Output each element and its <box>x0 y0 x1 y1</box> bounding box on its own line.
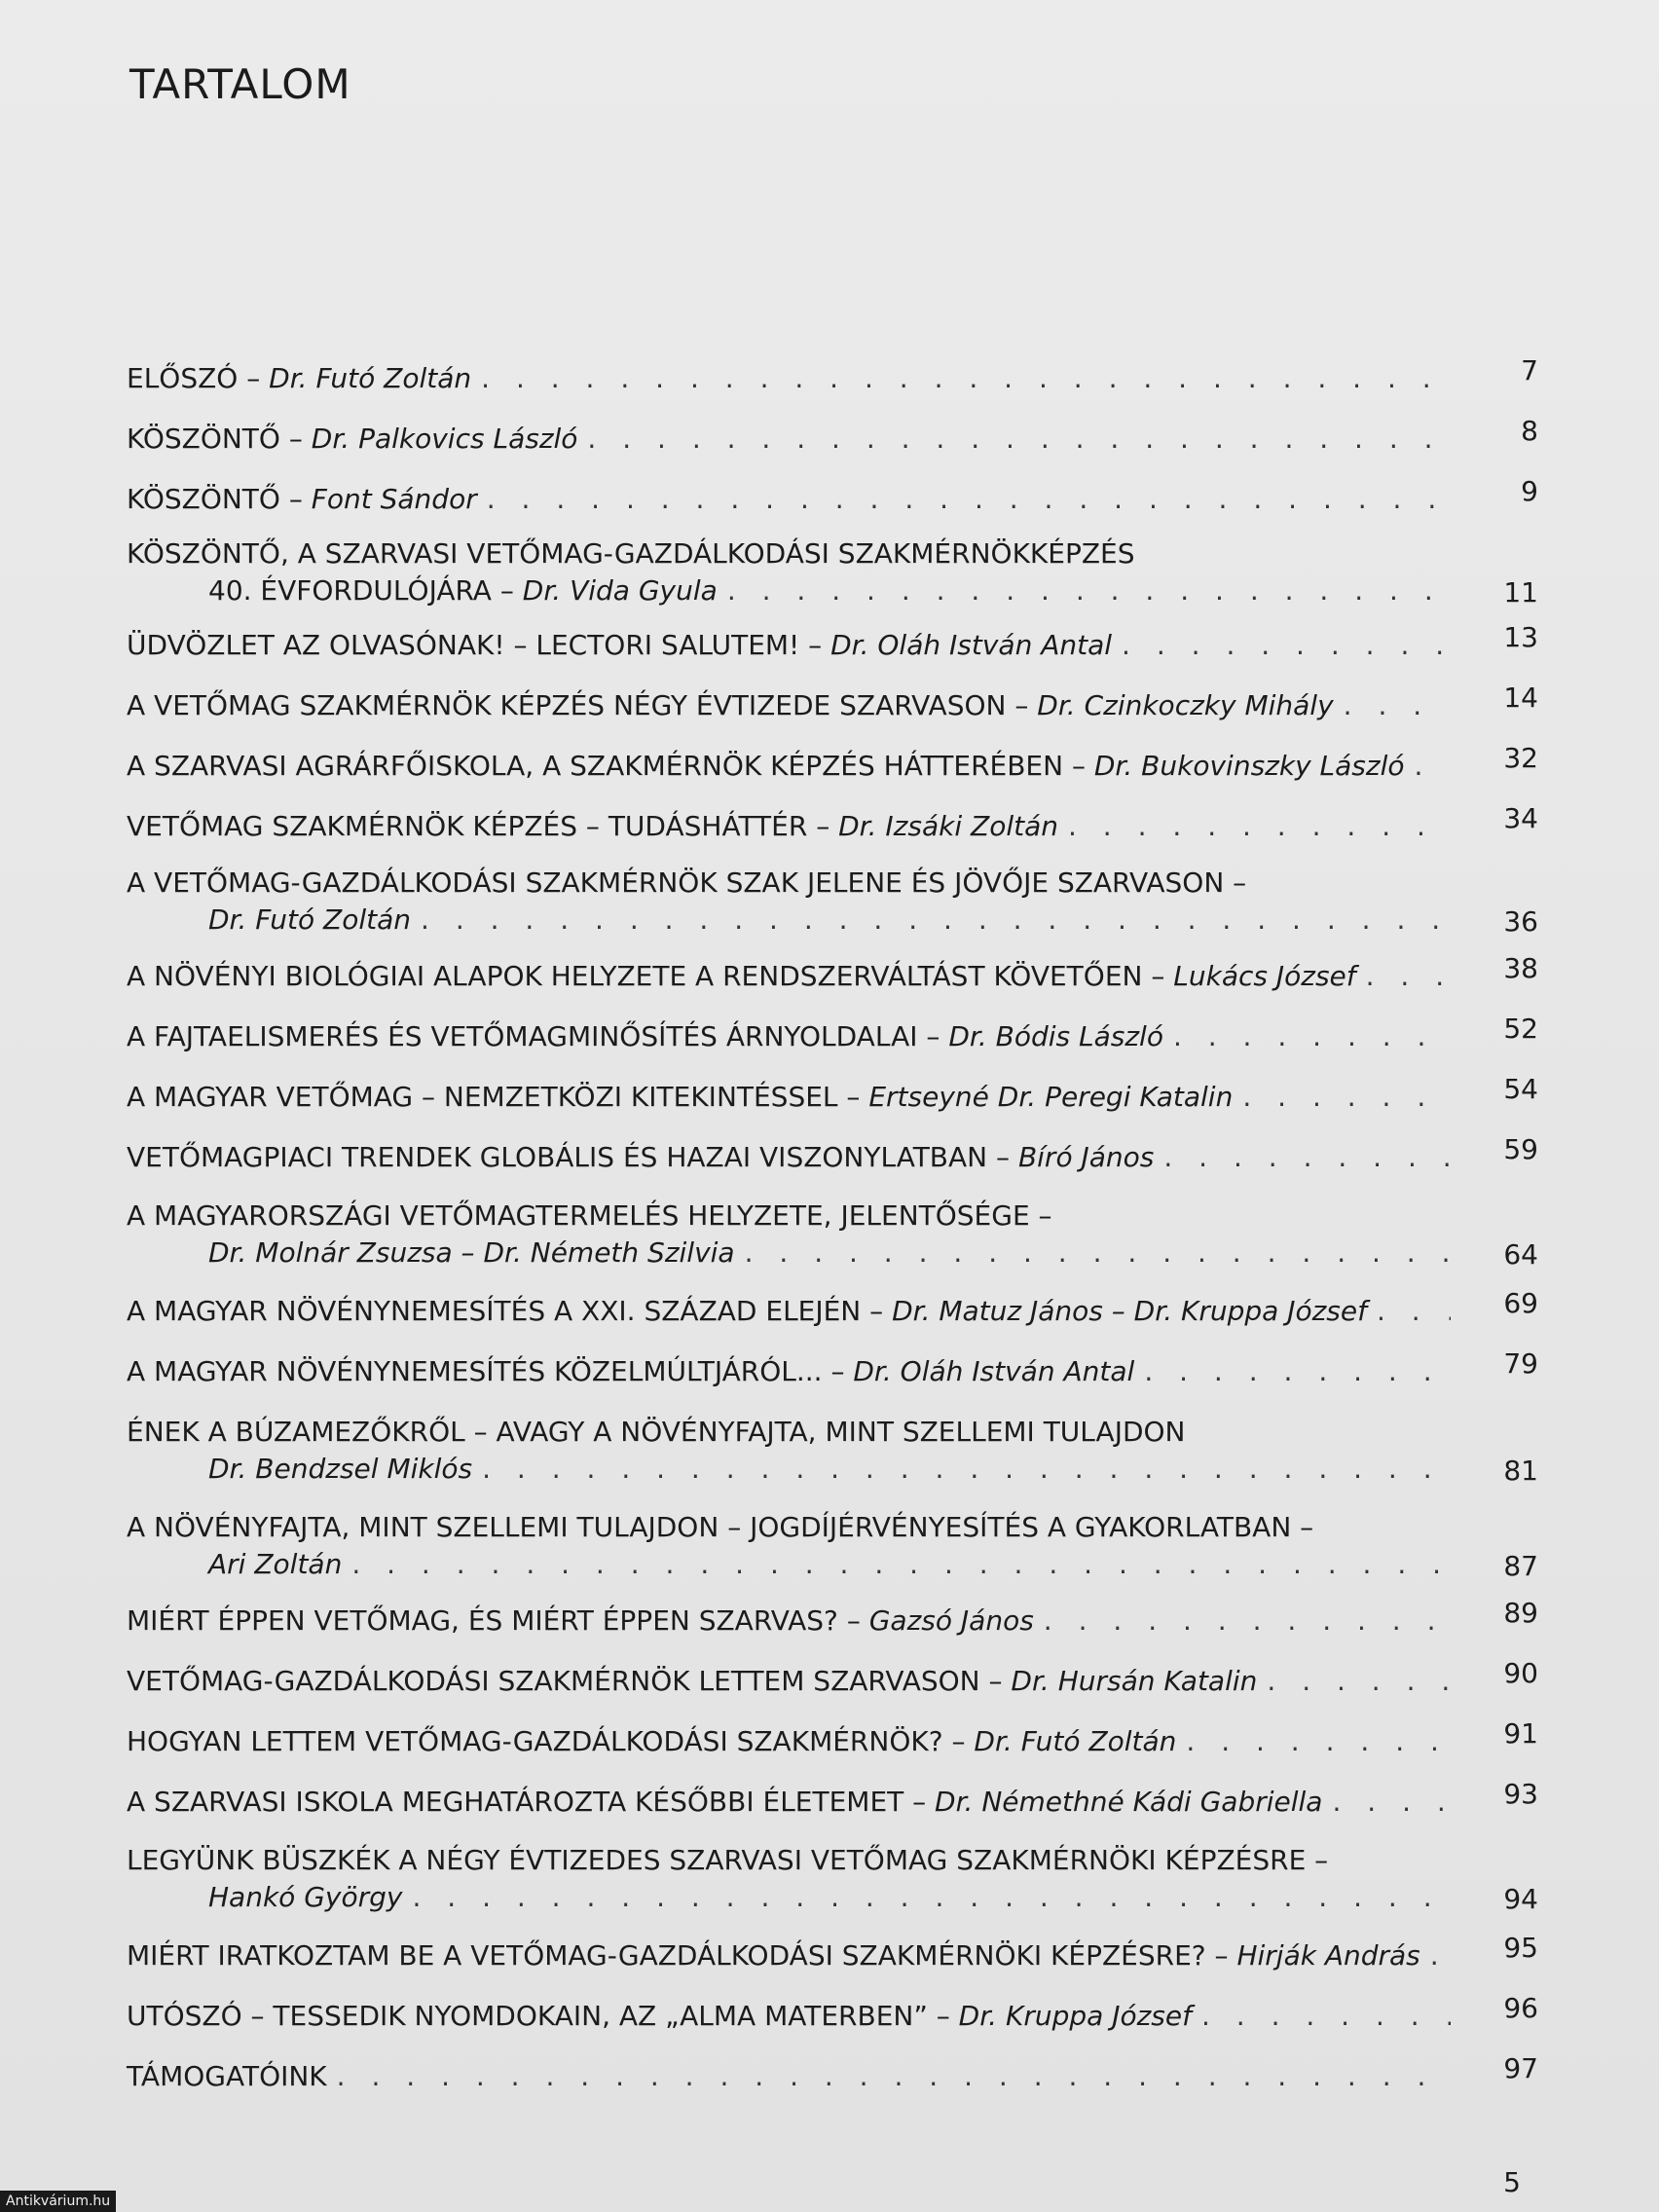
toc-entry-page: 11 <box>1503 576 1538 608</box>
toc-entry-title: A MAGYAR VETŐMAG – NEMZETKÖZI KITEKINTÉSSEL <box>127 1081 838 1113</box>
toc-entry-separator: – <box>837 1081 869 1113</box>
toc-entry-line <box>127 960 1451 992</box>
toc-entry-page: 93 <box>1503 1778 1538 1810</box>
toc-entry-line <box>127 1511 1313 1543</box>
toc-entry-title: A SZARVASI ISKOLA MEGHATÁROZTA KÉSŐBBI ÉLETEMET <box>127 1786 904 1818</box>
toc-entry-separator: – <box>1063 750 1094 782</box>
toc-entry-line <box>127 1199 1052 1232</box>
toc-entry-author: Dr. Molnár Zsuzsa – Dr. Németh Szilvia <box>208 1236 735 1269</box>
toc-entry-author: Dr. Bukovinszky László <box>1093 750 1405 782</box>
toc-entry-page: 52 <box>1503 1013 1538 1045</box>
toc-entry <box>127 1416 1538 1513</box>
toc-entry-author: Dr. Bendzsel Miklós <box>208 1453 473 1485</box>
dot-leader <box>351 1548 1451 1580</box>
toc-entry-author: Dr. Czinkoczky Mihály <box>1037 689 1334 721</box>
toc-entry-author: Dr. Futó Zoltán <box>974 1725 1177 1757</box>
toc-entry <box>127 1511 1538 1608</box>
dot-leader <box>1332 1786 1451 1818</box>
toc-entry-line <box>127 423 1451 455</box>
toc-entry-line <box>127 2000 1451 2032</box>
toc-entry-title: ÉNEK A BÚZAMEZŐKRŐL – AVAGY A NÖVÉNYFAJTA, MINT SZELLEMI TULAJDON <box>127 1416 1186 1448</box>
toc-entry-line <box>127 1725 1451 1757</box>
dot-leader <box>1173 1020 1451 1052</box>
toc-entry-title: KÖSZÖNTŐ <box>127 423 280 455</box>
toc-entry-title: TÁMOGATÓINK <box>127 2060 327 2092</box>
page-number: 5 <box>1503 2166 1521 2198</box>
toc-entry-line <box>127 1081 1451 1113</box>
dot-leader <box>1377 1295 1451 1327</box>
toc-entry-title: A VETŐMAG-GAZDÁLKODÁSI SZAKMÉRNÖK SZAK JELENE ÉS JÖVŐJE SZARVASON – <box>127 866 1247 899</box>
toc-entry-title: VETŐMAGPIACI TRENDEK GLOBÁLIS ÉS HAZAI VISZONYLATBAN <box>127 1141 988 1173</box>
toc-entry-line <box>208 1236 1451 1269</box>
toc-entry <box>127 866 1538 964</box>
toc-entry-page: 89 <box>1503 1597 1538 1629</box>
toc-entry-title: HOGYAN LETTEM VETŐMAG-GAZDÁLKODÁSI SZAKMÉRNÖK? <box>127 1725 943 1757</box>
toc-entry-page: 87 <box>1503 1550 1538 1582</box>
dot-leader <box>1144 1355 1451 1387</box>
toc-entry-author: Hirják András <box>1236 1939 1420 1972</box>
toc-entry-page: 7 <box>1521 354 1538 387</box>
toc-entry-author: Dr. Hursán Katalin <box>1011 1665 1258 1697</box>
toc-entry-title: A SZARVASI AGRÁRFŐISKOLA, A SZAKMÉRNÖK KÉPZÉS HÁTTERÉBEN <box>127 750 1064 782</box>
toc-entry-author: Hankó György <box>208 1881 403 1913</box>
toc-entry-separator: – <box>799 629 831 661</box>
toc-entry-line <box>208 1881 1451 1913</box>
toc-entry-separator: – <box>1142 960 1174 992</box>
toc-entry-page: 79 <box>1503 1347 1538 1380</box>
toc-entry-line <box>208 1453 1451 1485</box>
toc-entry-separator: – <box>942 1725 975 1757</box>
toc-entry-page: 13 <box>1503 621 1538 653</box>
toc-entry-page: 97 <box>1503 2052 1538 2084</box>
toc-entry-line <box>127 1665 1451 1697</box>
toc-entry-separator: – <box>927 2000 959 2032</box>
toc-entry-line <box>127 1355 1451 1387</box>
dot-leader <box>1242 1081 1451 1113</box>
toc-entry-title: MIÉRT ÉPPEN VETŐMAG, ÉS MIÉRT ÉPPEN SZARVAS? <box>127 1604 838 1637</box>
toc-entry-line <box>127 1604 1451 1637</box>
toc-entry-line <box>127 810 1451 842</box>
toc-entry-title: VETŐMAG SZAKMÉRNÖK KÉPZÉS – TUDÁSHÁTTÉR <box>127 810 808 842</box>
toc-entry-line <box>127 1020 1451 1052</box>
toc-entry-separator: – <box>807 810 839 842</box>
toc-entry-line <box>127 1295 1451 1327</box>
toc-entry-separator: – <box>279 483 312 515</box>
toc-entry-separator: – <box>987 1141 1018 1173</box>
toc-entry-page: 94 <box>1503 1883 1538 1915</box>
toc-entry-line <box>127 866 1246 899</box>
toc-entry-separator: – <box>861 1295 893 1327</box>
dot-leader <box>727 574 1451 607</box>
toc-entry-title: A MAGYAR NÖVÉNYNEMESÍTÉS KÖZELMÚLTJÁRÓL... <box>127 1355 823 1387</box>
toc-entry-page: 81 <box>1503 1455 1538 1487</box>
dot-leader <box>1163 1141 1451 1173</box>
toc-entry-separator: – <box>917 1020 949 1052</box>
dot-leader <box>1415 750 1452 782</box>
toc-entry-title: ÜDVÖZLET AZ OLVASÓNAK! – LECTORI SALUTEM! <box>127 629 800 661</box>
toc-entry-author: Dr. Vida Gyula <box>522 574 718 607</box>
toc-entry-title: UTÓSZÓ – TESSEDIK NYOMDOKAIN, AZ „ALMA MATERBEN” <box>127 2000 928 2032</box>
toc-entry-separator: – <box>822 1355 854 1387</box>
toc-entry-title: VETŐMAG-GAZDÁLKODÁSI SZAKMÉRNÖK LETTEM SZARVASON <box>127 1665 980 1697</box>
toc-entry-author: Dr. Kruppa József <box>958 2000 1192 2032</box>
toc-entry-title: KÖSZÖNTŐ <box>127 483 280 515</box>
toc-entry-title: A NÖVÉNYI BIOLÓGIAI ALAPOK HELYZETE A RENDSZERVÁLTÁST KÖVETŐEN <box>127 960 1143 992</box>
toc-entry-title: A VETŐMAG SZAKMÉRNÖK KÉPZÉS NÉGY ÉVTIZEDE SZARVASON <box>127 689 1007 721</box>
toc-entry-page: 91 <box>1503 1717 1538 1750</box>
toc-entry-line <box>127 750 1451 782</box>
toc-entry-author: Dr. Palkovics László <box>311 423 578 455</box>
dot-leader <box>412 1881 1451 1913</box>
toc-entry-line <box>127 629 1451 661</box>
toc-entry-line <box>127 1844 1328 1876</box>
dot-leader <box>337 2060 1451 2092</box>
toc-entry-page: 14 <box>1503 682 1538 714</box>
toc-entry-author: Dr. Oláh István Antal <box>830 629 1113 661</box>
dot-leader <box>1068 810 1451 842</box>
toc-entry-separator: – <box>491 574 523 607</box>
toc-entry-author: Ari Zoltán <box>208 1548 343 1580</box>
toc-entry-page: 95 <box>1503 1932 1538 1964</box>
page-title: TARTALOM <box>129 60 351 108</box>
toc-entry-separator: – <box>837 1604 869 1637</box>
toc-entry-page: 59 <box>1503 1133 1538 1165</box>
toc-entry-page: 34 <box>1503 802 1538 834</box>
toc-entry-separator: – <box>238 362 270 394</box>
toc-entry-title-cont: 40. ÉVFORDULÓJÁRA <box>208 574 492 607</box>
toc-entry-line <box>127 1141 1451 1173</box>
toc-entry-page: 8 <box>1521 415 1538 447</box>
toc-entry-author: Dr. Bódis László <box>948 1020 1163 1052</box>
toc-entry <box>127 2052 1538 2157</box>
toc-entry <box>127 1844 1538 1941</box>
dot-leader <box>487 483 1451 515</box>
toc-entry-line <box>127 537 1135 570</box>
toc-entry-title: KÖSZÖNTŐ, A SZARVASI VETŐMAG-GAZDÁLKODÁSI SZAKMÉRNÖKKÉPZÉS <box>127 537 1135 570</box>
toc-entry-page: 90 <box>1503 1657 1538 1689</box>
toc-entry-line <box>127 689 1451 721</box>
toc-entry-title: LEGYÜNK BÜSZKÉK A NÉGY ÉVTIZEDES SZARVASI VETŐMAG SZAKMÉRNÖKI KÉPZÉSRE – <box>127 1844 1329 1876</box>
dot-leader <box>1267 1665 1451 1697</box>
toc-entry-author: Dr. Futó Zoltán <box>269 362 472 394</box>
toc-entry-separator: – <box>979 1665 1012 1697</box>
toc-entry-page: 54 <box>1503 1073 1538 1105</box>
toc-entry-page: 69 <box>1503 1287 1538 1319</box>
toc-entry-page: 64 <box>1503 1238 1538 1271</box>
dot-leader <box>421 903 1451 936</box>
dot-leader <box>1201 2000 1451 2032</box>
dot-leader <box>482 1453 1451 1485</box>
watermark-label: Antikvárium.hu <box>0 2191 116 2212</box>
toc-entry-line <box>127 362 1451 394</box>
toc-entry-title: A NÖVÉNYFAJTA, MINT SZELLEMI TULAJDON – JOGDÍJÉRVÉNYESÍTÉS A GYAKORLATBAN – <box>127 1511 1314 1543</box>
toc-entry-author: Dr. Némethné Kádi Gabriella <box>935 1786 1323 1818</box>
toc-entry-page: 36 <box>1503 905 1538 938</box>
toc-entry-line <box>127 483 1451 515</box>
dot-leader <box>587 423 1451 455</box>
dot-leader <box>1344 689 1451 721</box>
dot-leader <box>745 1236 1451 1269</box>
dot-leader <box>1430 1939 1451 1972</box>
toc-entry-line <box>208 903 1451 936</box>
dot-leader <box>1186 1725 1451 1757</box>
toc-entry <box>127 1199 1538 1297</box>
toc-entry-line <box>208 574 1451 607</box>
toc-entry-author: Font Sándor <box>311 483 477 515</box>
dot-leader <box>1366 960 1451 992</box>
toc-entry-line <box>208 1548 1451 1580</box>
toc-entry-page: 38 <box>1503 952 1538 984</box>
toc-entry-author: Dr. Oláh István Antal <box>853 1355 1135 1387</box>
toc-entry-line <box>127 1939 1451 1972</box>
toc-entry-title: MIÉRT IRATKOZTAM BE A VETŐMAG-GAZDÁLKODÁSI SZAKMÉRNÖKI KÉPZÉSRE? <box>127 1939 1206 1972</box>
toc-entry-author: Dr. Izsáki Zoltán <box>838 810 1058 842</box>
toc-entry-title: A MAGYARORSZÁGI VETŐMAGTERMELÉS HELYZETE, JELENTŐSÉGE – <box>127 1199 1052 1232</box>
toc-entry-line <box>127 2060 1451 2092</box>
toc-entry-separator: – <box>279 423 312 455</box>
toc-entry <box>127 537 1538 635</box>
toc-entry-author: Dr. Matuz János – Dr. Kruppa József <box>892 1295 1367 1327</box>
toc-entry-author: Gazsó János <box>868 1604 1034 1637</box>
toc-entry-separator: – <box>903 1786 936 1818</box>
toc-entry-title: A MAGYAR NÖVÉNYNEMESÍTÉS A XXI. SZÁZAD ELEJÉN <box>127 1295 862 1327</box>
toc-entry-page: 96 <box>1503 1992 1538 2024</box>
toc-entry-line <box>127 1786 1451 1818</box>
toc-entry-title: ELŐSZÓ <box>127 362 239 394</box>
toc-entry-page: 9 <box>1521 475 1538 507</box>
toc-entry-author: Dr. Futó Zoltán <box>208 903 412 936</box>
dot-leader <box>1122 629 1451 661</box>
dot-leader <box>481 362 1451 394</box>
toc-entry-separator: – <box>1205 1939 1237 1972</box>
toc-entry-page: 32 <box>1503 742 1538 774</box>
toc-entry-author: Lukács József <box>1173 960 1356 992</box>
dot-leader <box>1044 1604 1451 1637</box>
toc-entry-separator: – <box>1006 689 1038 721</box>
toc-entry-author: Bíró János <box>1017 1141 1155 1173</box>
toc-entry-title: A FAJTAELISMERÉS ÉS VETŐMAGMINŐSÍTÉS ÁRNYOLDALAI <box>127 1020 918 1052</box>
toc-entry-author: Ertseyné Dr. Peregi Katalin <box>868 1081 1234 1113</box>
toc-entry-line <box>127 1416 1186 1448</box>
